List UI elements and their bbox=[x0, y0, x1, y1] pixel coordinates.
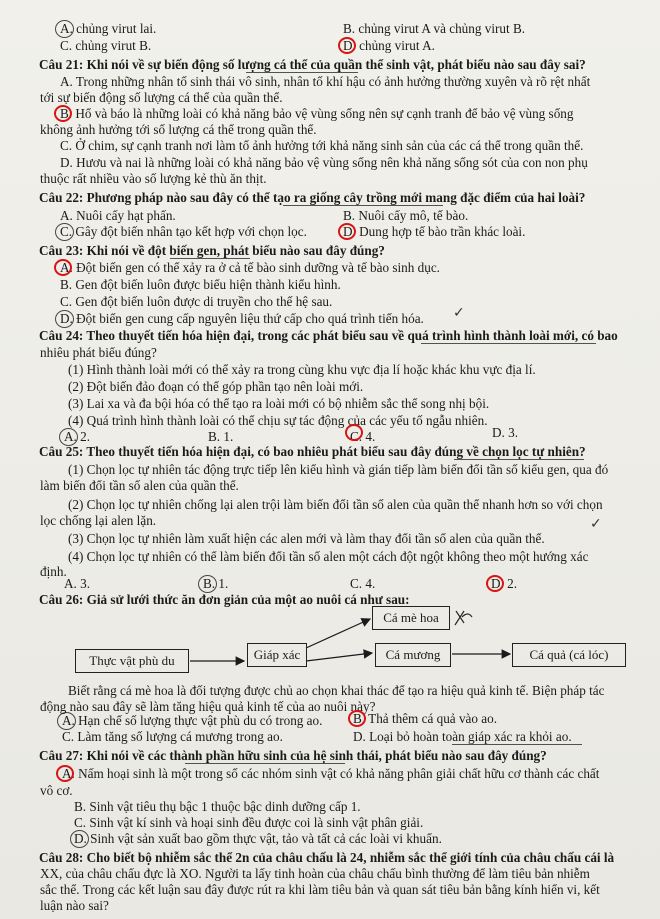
q22-option-d: D. Dung hợp tế bào trần khác loài. bbox=[343, 224, 526, 239]
node-minnow: Cá mương bbox=[375, 643, 451, 667]
q25-statement-4-line2: định. bbox=[40, 564, 67, 579]
q26-option-c: C. Làm tăng số lượng cá mương trong ao. bbox=[62, 729, 283, 744]
q25-statement-1-line1: (1) Chọn lọc tự nhiên tác động trực tiếp lên kiểu hình và gián tiếp làm biến đổi tần số kiểu gen, qua đó bbox=[68, 462, 609, 477]
q21-option-b-line2: không ảnh hưởng tới số lượng cá thể trong quần thể. bbox=[40, 122, 317, 137]
q23-option-b: B. Gen đột biến luôn được biểu hiện thành kiểu hình. bbox=[60, 277, 341, 292]
q21-option-d-line2: thuộc rất nhiều vào số lượng kẻ thù ăn thịt. bbox=[40, 171, 267, 186]
q20-option-a: A. chủng virut lai. bbox=[60, 21, 157, 36]
q24-stem-line2: nhiêu phát biểu đúng? bbox=[40, 345, 157, 360]
q21-option-b-line1: B. Hổ và báo là những loài có khả năng bảo vệ vùng sống nên sự cạnh tranh để bảo vệ vùng sống bbox=[60, 106, 574, 121]
q24-statement-3: (3) Lai xa và đa bội hóa có thể tạo ra loài mới có bộ nhiễm sắc thể song nhị bội. bbox=[68, 396, 490, 411]
q24-statement-4: (4) Quá trình hình thành loài có thể chịu sự tác động của các yếu tố ngẫu nhiên. bbox=[68, 413, 488, 428]
q26-option-a: A. Hạn chế số lượng thực vật phù du có trong ao. bbox=[62, 713, 323, 728]
pencil-underline bbox=[452, 744, 582, 745]
q24-option-b: B. 1. bbox=[208, 429, 234, 444]
q27-option-b: B. Sinh vật tiêu thụ bậc 1 thuộc bậc dinh dưỡng cấp 1. bbox=[74, 799, 361, 814]
q25-statement-4-line1: (4) Chọn lọc tự nhiên có thể làm biến đổi tần số alen một cách đột ngột không theo một hướng xác bbox=[68, 549, 589, 564]
q24-option-a: A. 2. bbox=[64, 429, 91, 444]
q28-line4: luận nào sai? bbox=[40, 898, 109, 913]
q20-option-c: C. chủng virut B. bbox=[60, 38, 152, 53]
q24-statement-2: (2) Đột biến đảo đoạn có thể góp phần tạo nên loài mới. bbox=[68, 379, 364, 394]
q22-option-c: C. Gây đột biến nhân tạo kết hợp với chọn lọc. bbox=[60, 224, 307, 239]
q27-stem: Câu 27: Khi nói về các thành phần hữu sinh của hệ sinh thái, phát biểu nào sau đây đúng? bbox=[39, 748, 547, 763]
node-bighead-carp: Cá mè hoa bbox=[372, 606, 450, 630]
node-crustacean: Giáp xác bbox=[247, 643, 307, 667]
q24-stem-line1: Câu 24: Theo thuyết tiến hóa hiện đại, trong các phát biểu sau về quá trình hình thành loài mới, có bao bbox=[39, 328, 618, 343]
red-answer-circle bbox=[56, 765, 74, 782]
q28-line3: sắc thể. Trong các kết luận sau đây được rút ra khi làm tiêu bản và quan sát tiêu bản bằng kính hiển vi, kết bbox=[40, 882, 600, 897]
q26-body-line1: Biết rằng cá mè hoa là đối tượng được chủ ao chọn khai thác để tạo ra hiệu quả kinh tế. Biện pháp tác bbox=[68, 683, 605, 698]
q22-option-a: A. Nuôi cấy hạt phấn. bbox=[60, 208, 176, 223]
q22-option-b: B. Nuôi cấy mô, tế bào. bbox=[343, 208, 469, 223]
q25-statement-2-line2: lọc chống lại alen lặn. bbox=[40, 513, 157, 528]
q23-option-a: A. Đột biến gen có thể xảy ra ở cả tế bào sinh dưỡng và tế bào sinh dục. bbox=[60, 260, 440, 275]
q27-option-a-line1: A. Nấm hoại sinh là một trong số các nhóm sinh vật có khả năng phân giải chất hữu cơ thành các chất bbox=[62, 766, 600, 781]
q26-option-d: D. Loại bỏ hoàn toàn giáp xác ra khỏi ao. bbox=[353, 729, 572, 744]
pencil-check-mark: ✓ bbox=[590, 516, 602, 532]
q25-stem: Câu 25: Theo thuyết tiến hóa hiện đại, có bao nhiêu phát biểu sau đây đúng về chọn lọc tự nhiên? bbox=[39, 444, 586, 459]
q21-option-a-line1: A. Trong những nhân tố sinh thái vô sinh, nhân tố khí hậu có ảnh hưởng thường xuyên và rõ rệt nhất bbox=[60, 74, 591, 89]
q21-option-a-line2: tới sự biến động số lượng cá thể của quần thể. bbox=[40, 90, 283, 105]
q21-option-c: C. Ở chim, sự cạnh tranh nơi làm tổ ảnh hưởng tới khả năng sinh sản của các cá thể trong quần thể. bbox=[60, 138, 584, 153]
q25-statement-3: (3) Chọn lọc tự nhiên làm xuất hiện các alen mới và làm thay đổi tần số alen của quần thể. bbox=[68, 531, 545, 546]
q26-body-line2: động nào sau đây sẽ làm tăng hiệu quả kinh tế của ao nuôi này? bbox=[40, 699, 376, 714]
q28-line2: XX, của châu chấu đực là XO. Người ta lấy tinh hoàn của châu chấu bình thường để làm tiêu bản nhiễm bbox=[40, 866, 590, 881]
q24-option-c: C. 4. bbox=[350, 429, 376, 444]
node-phytoplankton: Thực vật phù du bbox=[75, 649, 189, 673]
q25-option-b: B. 1. bbox=[203, 576, 229, 591]
q26-stem: Câu 26: Giả sử lưới thức ăn đơn giản của một ao nuôi cá như sau: bbox=[39, 592, 410, 607]
q23-option-c: C. Gen đột biến luôn được di truyền cho thế hệ sau. bbox=[60, 294, 333, 309]
q27-option-a-line2: vô cơ. bbox=[40, 783, 73, 798]
q22-stem: Câu 22: Phương pháp nào sau đây có thể tạo ra giống cây trồng mới mang đặc điểm của hai loài? bbox=[39, 190, 586, 205]
q27-option-d: D. Sinh vật sản xuất bao gồm thực vật, tảo và tất cả các loài vi khuẩn. bbox=[74, 831, 442, 846]
q20-option-b: B. chủng virut A và chủng virut B. bbox=[343, 21, 526, 36]
q25-option-c: C. 4. bbox=[350, 576, 376, 591]
q21-option-d-line1: D. Hươu và nai là những loài có khả năng bảo vệ vùng sống nên khả năng sống sót của con non phụ bbox=[60, 155, 588, 170]
q25-statement-1-line2: làm biến đổi tần số alen của quần thể. bbox=[40, 478, 239, 493]
q26-option-b: B. Thả thêm cá quả vào ao. bbox=[353, 711, 498, 726]
red-answer-circle bbox=[348, 710, 366, 727]
q24-statement-1: (1) Hình thành loài mới có thể xảy ra trong cùng khu vực địa lí hoặc khác khu vực địa lí. bbox=[68, 362, 536, 377]
q20-option-d: D. chủng virut A. bbox=[343, 38, 435, 53]
q25-option-a: A. 3. bbox=[64, 576, 91, 591]
q27-option-c: C. Sinh vật kí sinh và hoại sinh đều được coi là sinh vật phân giải. bbox=[74, 815, 424, 830]
pencil-check-mark: ✓ bbox=[453, 305, 465, 321]
q24-option-d: D. 3. bbox=[492, 425, 519, 440]
q23-stem: Câu 23: Khi nói về đột biến gen, phát biểu nào sau đây đúng? bbox=[39, 243, 385, 258]
q25-option-d: D. 2. bbox=[491, 576, 518, 591]
q23-option-d: D. Đột biến gen cung cấp nguyên liệu thứ cấp cho quá trình tiến hóa. bbox=[60, 311, 424, 326]
q25-statement-2-line1: (2) Chọn lọc tự nhiên chống lại alen trội làm biến đổi tần số alen của quần thể nhanh hơn so với chọn bbox=[68, 497, 603, 512]
q21-stem: Câu 21: Khi nói về sự biến động số lượng cá thể của quần thể sinh vật, phát biểu nào sau đây sai? bbox=[39, 57, 586, 72]
q28-line1: Câu 28: Cho biết bộ nhiễm sắc thể 2n của châu chấu là 24, nhiễm sắc thể giới tính của châu chấu cái là bbox=[39, 850, 615, 865]
node-snakehead: Cá quả (cá lóc) bbox=[512, 643, 626, 667]
pencil-underline bbox=[185, 763, 345, 764]
pencil-mark-circle bbox=[70, 830, 89, 848]
pencil-mark-circle bbox=[57, 712, 76, 730]
